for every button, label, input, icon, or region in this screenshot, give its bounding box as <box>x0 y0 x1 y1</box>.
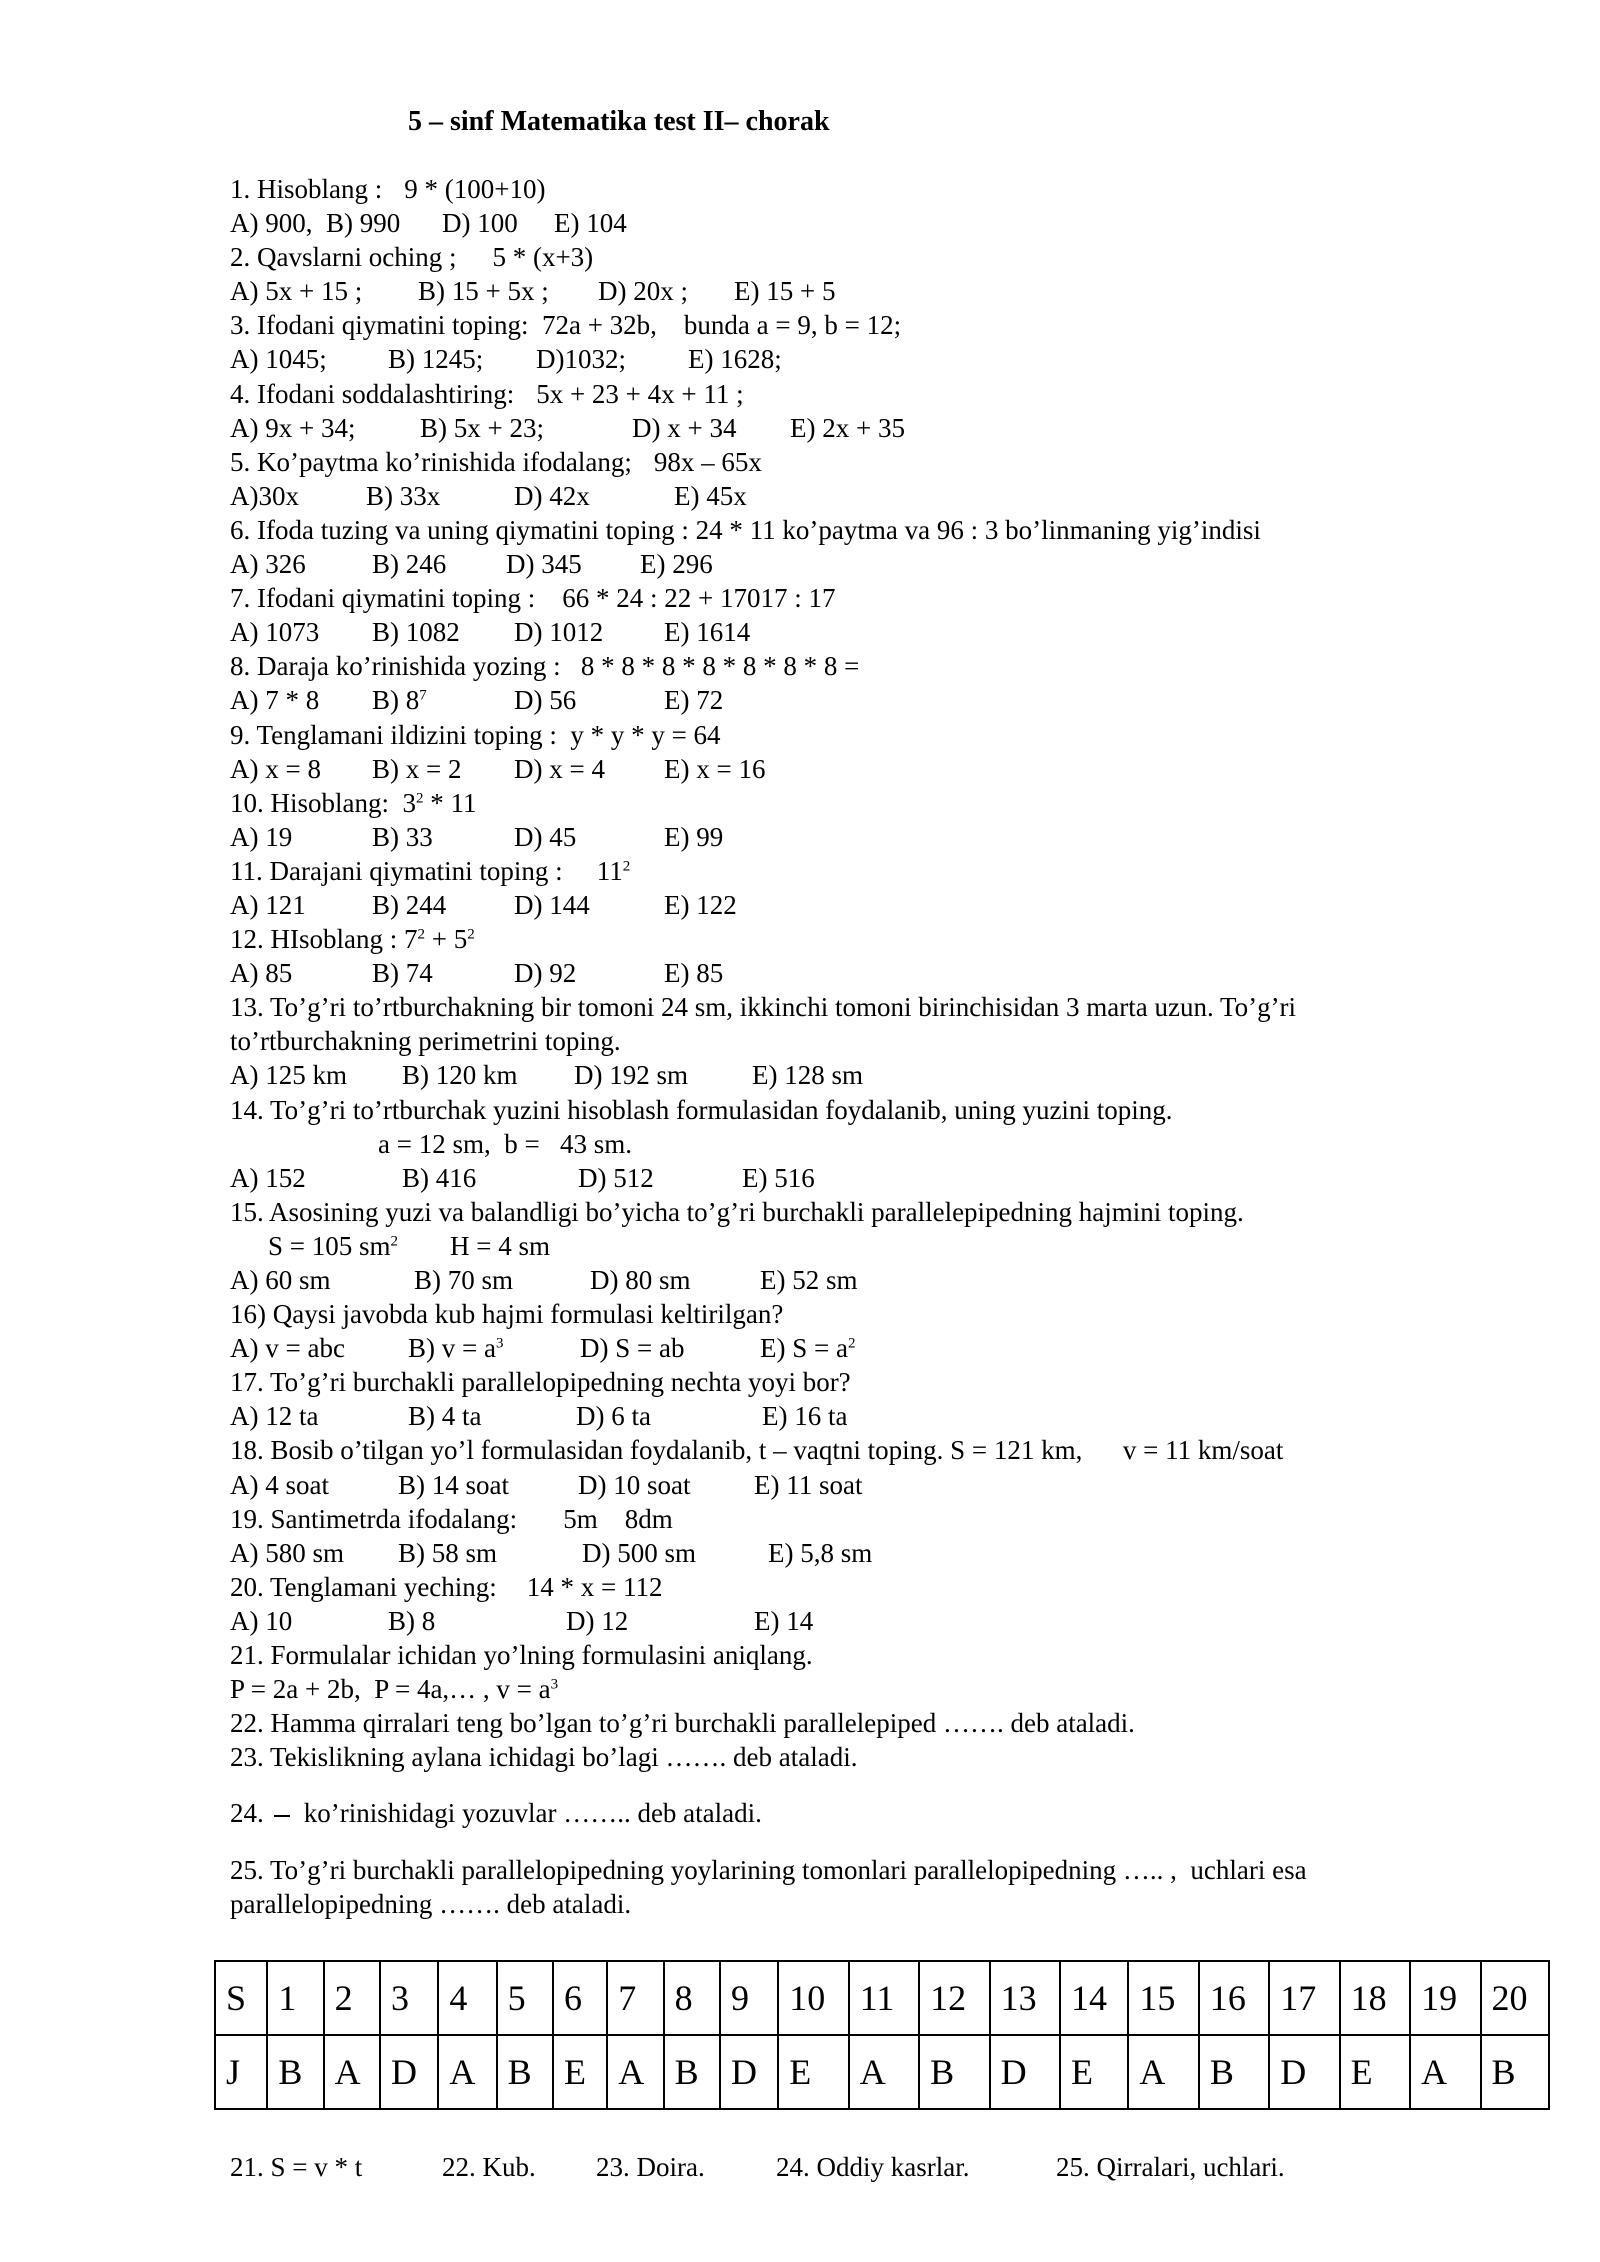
options-6 <box>230 547 1530 581</box>
option: E) 99 <box>664 821 724 852</box>
options-2 <box>230 274 1530 308</box>
question-15-values: S = 105 $sm^2$ H = 4 sm <box>268 1230 550 1261</box>
question-13 <box>230 990 1530 1024</box>
option: D) 512 <box>578 1162 654 1193</box>
option: D) 20x ; <box>598 276 688 307</box>
question-list <box>230 172 1530 1921</box>
answer-table-answer-row <box>215 2035 1549 2109</box>
table-cell: 15 <box>1128 1961 1198 2035</box>
option: D) 192 sm <box>574 1060 688 1091</box>
option: B) $v = a^3$ <box>408 1333 504 1364</box>
question-15 <box>230 1195 1530 1229</box>
table-cell: 5 <box>497 1961 553 2035</box>
options-11 <box>230 888 1530 922</box>
options-20 <box>230 1604 1530 1638</box>
question-text: 11. Darajani qiymatini toping : <box>230 855 563 886</box>
options-17 <box>230 1399 1530 1433</box>
option: E) 5,8 sm <box>768 1537 873 1568</box>
question-20: 20. Tenglamani yeching: 14 * x = 112 <box>230 1571 663 1602</box>
question-21 <box>230 1638 1530 1672</box>
question-text: 14. To’g’ri to’rtburchak yuzini hisoblash formulasidan foydalanib, uning yuzini toping. <box>230 1094 1173 1125</box>
question-9 <box>230 718 1530 752</box>
option: A) 9x + 34; <box>230 412 356 443</box>
table-cell: 4 <box>438 1961 496 2035</box>
table-cell: E <box>1060 2035 1128 2109</box>
table-cell: 3 <box>380 1961 438 2035</box>
question-text: 16) Qaysi javobda kub hajmi formulasi keltirilgan? <box>230 1299 784 1330</box>
table-cell: D <box>1269 2035 1339 2109</box>
table-cell: 11 <box>849 1961 919 2035</box>
option: D) 80 sm <box>590 1265 691 1295</box>
option: D) 100 <box>442 208 518 239</box>
question-text: 22. Hamma qirralari teng bo’lgan to’g’ri burchakli parallelepiped ……. deb ataladi. <box>230 1708 1135 1739</box>
option: E) 122 <box>664 889 737 920</box>
option: A)30x <box>230 480 299 511</box>
option: A) 121 <box>230 889 306 920</box>
option: A) 60 sm <box>230 1265 331 1295</box>
option: B) 58 sm <box>398 1537 498 1568</box>
option: E) 52 sm <box>760 1265 858 1295</box>
answer-table-header-row <box>215 1961 1549 2035</box>
option: A) 125 km <box>230 1060 347 1091</box>
table-cell: B <box>1481 2035 1550 2109</box>
question-6 <box>230 513 1530 547</box>
option: A) 326 <box>230 549 306 580</box>
footer-answer: 24. Oddiy kasrlar. <box>776 2152 970 2182</box>
table-cell: 8 <box>664 1961 720 2035</box>
options-5 <box>230 479 1530 513</box>
option: E) x = 16 <box>664 753 766 784</box>
option: B) $8^7$ <box>372 685 427 716</box>
question-13-cont: to’rtburchakning perimetrini toping. <box>230 1026 621 1057</box>
option: E) 104 <box>554 208 627 239</box>
option: B) 74 <box>372 958 433 989</box>
options-1 <box>230 206 1530 240</box>
question-expression: 5 * (x+3) <box>492 242 594 273</box>
question-24: 24. ko’rinishidagi yozuvlar …….. deb ataladi. <box>230 1798 762 1829</box>
option: B) 246 <box>372 549 447 580</box>
option: E) 72 <box>664 685 724 716</box>
option: B) 120 km <box>402 1060 518 1091</box>
table-cell: S <box>215 1961 267 2035</box>
option: E) 85 <box>664 958 724 989</box>
question-text: 2. Qavslarni oching ; <box>230 242 457 273</box>
option: A) 1073 <box>230 617 320 648</box>
table-cell: 1 <box>267 1961 323 2035</box>
question-14-values: a = 12 sm, b = 43 sm. <box>378 1128 632 1159</box>
options-8 <box>230 683 1530 717</box>
table-cell: J <box>215 2035 267 2109</box>
question-expression: 98x – 65x <box>653 446 762 477</box>
table-cell: 13 <box>990 1961 1060 2035</box>
question-text: 12. HIsoblang : 7 <box>230 924 418 955</box>
option: B) 14 soat <box>398 1469 509 1500</box>
option: E) 1614 <box>664 617 751 648</box>
option: D) x = 4 <box>514 753 605 784</box>
exponent: 2 <box>622 858 631 875</box>
question-22 <box>230 1706 1530 1740</box>
question-expression: 5x + 23 + 4x + 11 ; <box>536 378 744 409</box>
table-cell: B <box>497 2035 553 2109</box>
question-text: 25. To’g’ri burchakli parallelopipedning yoylarining tomonlari parallelopipedning ….. , uchlari esa <box>230 1854 1307 1885</box>
table-cell: B <box>664 2035 720 2109</box>
table-cell: 16 <box>1199 1961 1269 2035</box>
option: E) 15 + 5 <box>734 276 836 307</box>
fraction-bar-icon <box>274 1815 290 1817</box>
footer-answer: 22. Kub. <box>442 2152 536 2182</box>
question-16 <box>230 1297 1530 1331</box>
question-18 <box>230 1433 1530 1467</box>
question-7 <box>230 581 1530 615</box>
options-15 <box>230 1263 1530 1297</box>
option: A) 1045; <box>230 344 327 375</box>
table-cell: 6 <box>553 1961 607 2035</box>
option: B) 416 <box>402 1162 477 1193</box>
question-19: 19. Santimetrda ifodalang: 5m 8dm <box>230 1503 673 1534</box>
option: B) 990 <box>326 208 401 239</box>
option: B) 1082 <box>372 617 460 648</box>
table-cell: 17 <box>1269 1961 1339 2035</box>
table-cell: 9 <box>720 1961 778 2035</box>
question-text: 8. Daraja ko’rinishida yozing : 8 * 8 * 8 * 8 * 8 * 8 * 8 = <box>230 651 860 682</box>
table-cell: 12 <box>919 1961 989 2035</box>
table-cell: A <box>324 2035 380 2109</box>
option: A) 7 * 8 <box>230 685 320 716</box>
option: D) x + 34 <box>632 412 737 443</box>
options-12 <box>230 956 1530 990</box>
table-cell: 18 <box>1340 1961 1410 2035</box>
question-expression: 9 * (100+10) <box>404 174 546 204</box>
option: E) 128 sm <box>752 1060 863 1091</box>
option: B) 33x <box>366 480 441 511</box>
question-text: 3. Ifodani qiymatini toping: 72a + 32b, bunda a = 9, b = 12; <box>230 310 902 341</box>
question-25 <box>230 1853 1530 1887</box>
answer-table <box>214 1960 1550 2110</box>
question-text: 15. Asosining yuzi va balandligi bo’yicha to’g’ri burchakli parallelepipedning hajmini toping. <box>230 1196 1244 1227</box>
question-text: 19. Santimetrda ifodalang: <box>230 1503 518 1534</box>
question-12: 12. HIsoblang : $7^2 + 5^2$ <box>230 924 475 955</box>
option: A) 19 <box>230 821 293 852</box>
table-cell: A <box>1128 2035 1198 2109</box>
option: E) 16 ta <box>762 1401 848 1432</box>
option: D) 56 <box>514 685 577 716</box>
option: E) 14 <box>754 1605 814 1636</box>
options-9 <box>230 752 1530 786</box>
question-21-formulas: P = 2a + 2b, P = 4a,… , $v = a^3$ <box>230 1674 559 1705</box>
footer-answer: 23. Doira. <box>596 2152 705 2182</box>
table-cell: B <box>267 2035 323 2109</box>
option: D) 6 ta <box>576 1401 651 1432</box>
option: D) 10 soat <box>578 1469 691 1500</box>
options-7 <box>230 615 1530 649</box>
question-text: 10. Hisoblang: 3 <box>230 787 416 818</box>
option: B) 70 sm <box>414 1265 514 1295</box>
option: E) 1628; <box>688 344 782 375</box>
question-17 <box>230 1365 1530 1399</box>
question-23 <box>230 1740 1530 1774</box>
table-cell: A <box>1410 2035 1480 2109</box>
option: E) 2x + 35 <box>790 412 905 443</box>
option: A) 900, <box>230 208 313 239</box>
question-text: 6. Ifoda tuzing va uning qiymatini toping : 24 * 11 ko’paytma va 96 : 3 bo’linmaning yig’indisi <box>230 514 1261 545</box>
question-text: 4. Ifodani soddalashtiring: <box>230 378 515 409</box>
question-text: 5. Ko’paytma ko’rinishida ifodalang; <box>230 446 632 477</box>
table-cell: 10 <box>778 1961 848 2035</box>
options-4 <box>230 411 1530 445</box>
question-text: 23. Tekislikning aylana ichidagi bo’lagi ……. deb ataladi. <box>230 1742 858 1773</box>
option: B) 15 + 5x ; <box>418 276 549 307</box>
table-cell: 19 <box>1410 1961 1480 2035</box>
option: E) 45x <box>674 480 747 511</box>
option: A) 85 <box>230 958 293 989</box>
option: D) 500 sm <box>582 1537 696 1568</box>
options-3 <box>230 342 1530 376</box>
option: A) 12 ta <box>230 1401 319 1432</box>
question-text: 20. Tenglamani yeching: <box>230 1571 497 1602</box>
question-text: 17. To’g’ri burchakli parallelopipedning nechta yoyi bor? <box>230 1367 851 1398</box>
question-11: 11. Darajani qiymatini toping : $11^2$ <box>230 855 631 886</box>
table-cell: 7 <box>607 1961 663 2035</box>
question-14 <box>230 1093 1530 1127</box>
exponent: 2 <box>416 789 424 806</box>
option: E) 296 <box>640 549 713 580</box>
option: B) 1245; <box>388 344 484 375</box>
question-text: 1. Hisoblang : <box>230 174 383 204</box>
question-text: 18. Bosib o’tilgan yo’l formulasidan foydalanib, t – vaqtni toping. S = 121 km, v = 11 km/soat <box>230 1435 1284 1466</box>
question-text: 21. Formulalar ichidan yo’lning formulasini aniqlang. <box>230 1640 813 1671</box>
footer-answer: 21. S = v * t <box>230 2152 363 2182</box>
table-cell: E <box>1340 2035 1410 2109</box>
question-text: 13. To’g’ri to’rtburchakning bir tomoni 24 sm, ikkinchi tomoni birinchisidan 3 marta uzun. To’g’ri <box>230 992 1297 1023</box>
option: A) x = 8 <box>230 753 321 784</box>
option: A) 4 soat <box>230 1469 329 1500</box>
options-18 <box>230 1468 1530 1502</box>
option: E) 11 soat <box>754 1469 863 1500</box>
answer-footer <box>230 2150 1285 2184</box>
options-16 <box>230 1331 1530 1365</box>
option: B) x = 2 <box>372 753 462 784</box>
table-cell: D <box>720 2035 778 2109</box>
table-cell: A <box>607 2035 663 2109</box>
table-cell: 14 <box>1060 1961 1128 2035</box>
options-13 <box>230 1058 1530 1092</box>
option: D) 92 <box>514 958 577 989</box>
question-1 <box>230 172 1530 206</box>
table-cell: A <box>849 2035 919 2109</box>
table-cell: B <box>1199 2035 1269 2109</box>
option: D) S = ab <box>580 1333 685 1364</box>
option: D) 345 <box>506 549 582 580</box>
option: B) 4 ta <box>408 1401 482 1432</box>
option: A) 10 <box>230 1605 293 1636</box>
option: E) $S = a^2$ <box>760 1333 856 1364</box>
table-cell: D <box>380 2035 438 2109</box>
question-text: 9. Tenglamani ildizini toping : y * y * y = 64 <box>230 719 721 750</box>
option: A) 580 sm <box>230 1537 344 1568</box>
question-8 <box>230 649 1530 683</box>
table-cell: 20 <box>1481 1961 1550 2035</box>
option: A) 152 <box>230 1162 306 1193</box>
options-10 <box>230 820 1530 854</box>
question-3 <box>230 308 1530 342</box>
option: B) 33 <box>372 821 433 852</box>
option: E) 516 <box>742 1162 815 1193</box>
option: D) 1012 <box>514 617 604 648</box>
page-title: 5 – sinf Matematika test II– chorak <box>408 106 830 137</box>
question-2 <box>230 240 1530 274</box>
option: B) 5x + 23; <box>420 412 544 443</box>
table-cell: 2 <box>324 1961 380 2035</box>
question-4 <box>230 377 1530 411</box>
table-cell: D <box>990 2035 1060 2109</box>
option: D)1032; <box>536 344 626 375</box>
option: D) 12 <box>566 1605 629 1636</box>
option: D) 45 <box>514 821 577 852</box>
table-cell: E <box>778 2035 848 2109</box>
options-14 <box>230 1161 1530 1195</box>
footer-answer: 25. Qirralari, uchlari. <box>1056 2152 1285 2182</box>
options-19 <box>230 1536 1530 1570</box>
table-cell: B <box>919 2035 989 2109</box>
question-5 <box>230 445 1530 479</box>
question-25-cont: parallelopipedning ……. deb ataladi. <box>230 1888 632 1919</box>
table-cell: E <box>553 2035 607 2109</box>
question-text: 7. Ifodani qiymatini toping : 66 * 24 : 22 + 17017 : 17 <box>230 583 836 614</box>
table-cell: A <box>438 2035 496 2109</box>
option: A) v = abc <box>230 1333 345 1364</box>
option: D) 144 <box>514 889 590 920</box>
option: B) 244 <box>372 889 447 920</box>
question-10: 10. Hisoblang: $3^2 * 11$ <box>230 787 477 818</box>
option: A) 5x + 15 ; <box>230 276 363 307</box>
option: B) 8 <box>388 1605 436 1636</box>
option: D) 42x <box>514 480 590 511</box>
